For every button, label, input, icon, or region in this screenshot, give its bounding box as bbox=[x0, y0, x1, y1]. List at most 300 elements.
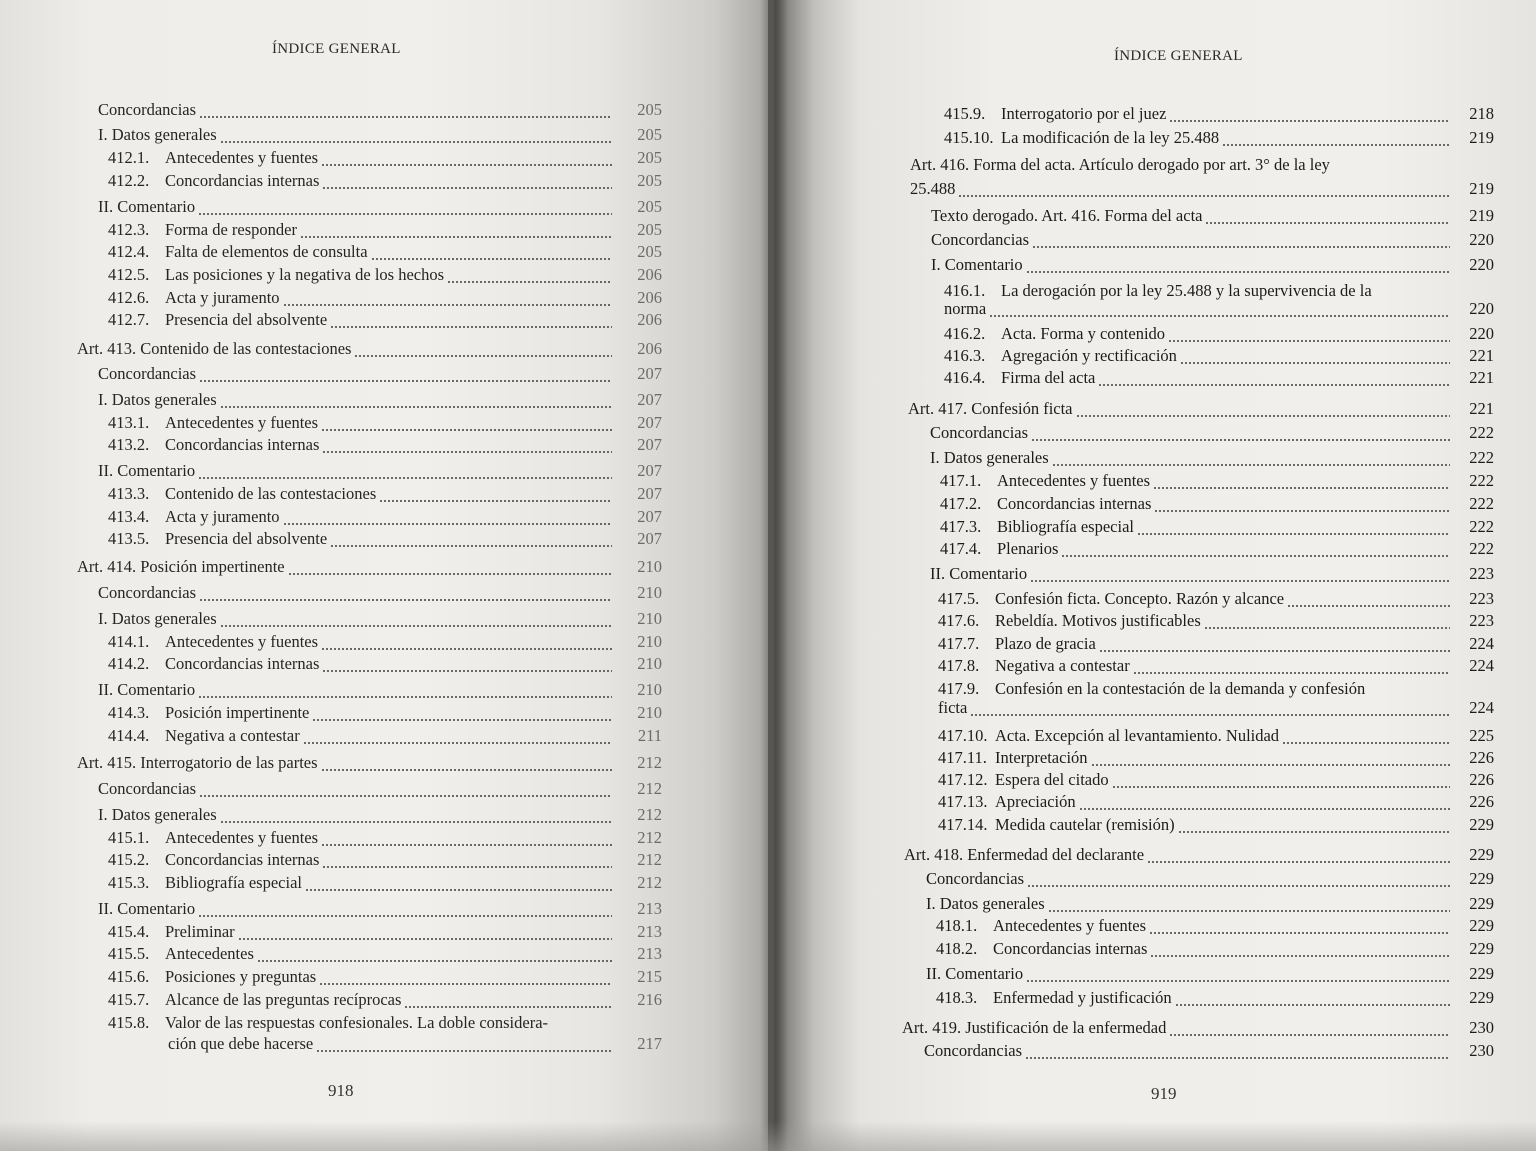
toc-entry-page: 229 bbox=[1469, 964, 1494, 983]
toc-entry bbox=[940, 517, 1494, 539]
toc-entry-number: 417.10. bbox=[938, 726, 988, 745]
toc-entry-title: Confesión ficta. Concepto. Razón y alcance bbox=[995, 589, 1285, 608]
toc-entry-page: 215 bbox=[637, 967, 662, 986]
toc-entry-title: I. Datos generales bbox=[930, 448, 1049, 467]
toc-entry bbox=[108, 873, 662, 895]
toc-entry-page: 229 bbox=[1469, 869, 1494, 888]
leader-dots bbox=[1030, 580, 1450, 582]
leader-dots bbox=[1180, 362, 1450, 364]
toc-entry-number: 417.12. bbox=[938, 770, 988, 789]
toc-entry-page: 210 bbox=[637, 632, 662, 651]
toc-entry-title: Art. 414. Posición impertinente bbox=[77, 557, 285, 576]
leader-dots bbox=[288, 573, 612, 575]
toc-entry-title: Antecedentes y fuentes bbox=[997, 471, 1151, 490]
toc-entry-page: 210 bbox=[637, 654, 662, 673]
toc-entry bbox=[926, 869, 1494, 891]
leader-dots bbox=[371, 258, 612, 260]
toc-entry-page: 213 bbox=[637, 944, 662, 963]
toc-entry-number: 417.3. bbox=[940, 517, 982, 536]
toc-entry-title: Negativa a contestar bbox=[995, 656, 1130, 675]
toc-entry-title: Art. 418. Enfermedad del declarante bbox=[904, 845, 1145, 864]
toc-entry-title: Concordancias internas bbox=[165, 654, 320, 673]
leader-dots bbox=[198, 696, 612, 698]
toc-entry-number: 413.2. bbox=[108, 435, 150, 454]
toc-entry bbox=[108, 850, 662, 872]
toc-entry bbox=[108, 703, 662, 725]
leader-dots bbox=[220, 141, 612, 143]
right-running-head: ÍNDICE GENERAL bbox=[1114, 48, 1243, 64]
toc-entry-number: 415.4. bbox=[108, 922, 150, 941]
toc-entry-title: Posiciones y preguntas bbox=[165, 967, 317, 986]
leader-dots bbox=[1112, 786, 1450, 788]
toc-entry-title: Antecedentes y fuentes bbox=[993, 916, 1147, 935]
toc-entry-title: norma bbox=[944, 299, 987, 318]
leader-dots bbox=[1052, 464, 1450, 466]
toc-entry-title: Antecedentes y fuentes bbox=[165, 148, 319, 167]
toc-entry bbox=[108, 507, 662, 529]
toc-entry bbox=[938, 656, 1494, 678]
toc-entry-number: 417.8. bbox=[938, 656, 980, 675]
toc-entry bbox=[108, 220, 662, 242]
leader-dots bbox=[316, 1050, 612, 1052]
toc-entry-page: 229 bbox=[1469, 894, 1494, 913]
toc-entry-page: 210 bbox=[637, 609, 662, 628]
toc-entry-title: Rebeldía. Motivos justificables bbox=[995, 611, 1201, 630]
leader-dots bbox=[322, 187, 612, 189]
toc-entry-title: Acta. Forma y contenido bbox=[1001, 324, 1166, 343]
toc-entry bbox=[108, 242, 662, 264]
leader-dots bbox=[1222, 144, 1450, 146]
toc-entry-title: Antecedentes y fuentes bbox=[165, 828, 319, 847]
leader-dots bbox=[330, 326, 612, 328]
toc-entry-title: Concordancias bbox=[926, 869, 1025, 888]
leader-dots bbox=[198, 213, 612, 215]
toc-entry-page: 223 bbox=[1469, 564, 1494, 583]
toc-entry bbox=[108, 435, 662, 457]
toc-entry bbox=[938, 748, 1494, 770]
toc-entry-page: 207 bbox=[637, 484, 662, 503]
leader-dots bbox=[322, 866, 612, 868]
toc-entry-page: 229 bbox=[1469, 988, 1494, 1007]
toc-entry-title: Negativa a contestar bbox=[165, 726, 300, 745]
toc-entry bbox=[910, 179, 1494, 201]
toc-entry-number: 417.7. bbox=[938, 634, 980, 653]
toc-entry-title: Presencia del absolvente bbox=[165, 529, 328, 548]
toc-entry-title: I. Datos generales bbox=[98, 390, 217, 409]
leader-dots bbox=[1147, 861, 1450, 863]
toc-entry-page: 219 bbox=[1469, 206, 1494, 225]
toc-entry-title: Concordancias internas bbox=[993, 939, 1148, 958]
toc-entry-page: 222 bbox=[1469, 494, 1494, 513]
leader-dots bbox=[321, 164, 612, 166]
leader-dots bbox=[330, 545, 612, 547]
toc-entry-page: 221 bbox=[1469, 399, 1494, 418]
toc-entry-title: 25.488 bbox=[910, 179, 956, 198]
toc-entry-title: Acta y juramento bbox=[165, 288, 280, 307]
toc-entry-number: 412.3. bbox=[108, 220, 150, 239]
leader-dots bbox=[1168, 340, 1450, 342]
leader-dots bbox=[1026, 980, 1450, 982]
toc-entry-number: 413.1. bbox=[108, 413, 150, 432]
toc-entry-title: ción que debe hacerse bbox=[168, 1034, 314, 1053]
toc-entry-page: 224 bbox=[1469, 656, 1494, 675]
toc-entry-number: 418.2. bbox=[936, 939, 978, 958]
toc-entry-page: 207 bbox=[637, 435, 662, 454]
leader-dots bbox=[1149, 932, 1450, 934]
toc-entry-title: La derogación por la ley 25.488 y la supervivencia de la bbox=[1001, 281, 1372, 300]
toc-entry-title: Medida cautelar (remisión) bbox=[995, 815, 1175, 834]
toc-entry-page: 229 bbox=[1469, 845, 1494, 864]
toc-entry-title: Alcance de las preguntas recíprocas bbox=[165, 990, 402, 1009]
toc-entry bbox=[108, 726, 662, 748]
toc-entry-page: 206 bbox=[637, 310, 662, 329]
toc-entry bbox=[931, 255, 1494, 277]
toc-entry-title: Art. 415. Interrogatorio de las partes bbox=[77, 753, 318, 772]
leader-dots bbox=[379, 500, 612, 502]
toc-entry-title: Art. 413. Contenido de las contestaciones bbox=[77, 339, 352, 358]
toc-entry-page: 205 bbox=[637, 148, 662, 167]
toc-entry-title: Las posiciones y la negativa de los hechos bbox=[165, 265, 445, 284]
toc-entry bbox=[936, 916, 1494, 938]
toc-entry-page: 229 bbox=[1469, 939, 1494, 958]
toc-entry-page: 211 bbox=[637, 726, 662, 745]
toc-entry-page: 222 bbox=[1469, 423, 1494, 442]
toc-entry bbox=[98, 899, 662, 921]
toc-entry-page: 205 bbox=[637, 242, 662, 261]
toc-entry-title: II. Comentario bbox=[98, 899, 196, 918]
toc-entry bbox=[930, 564, 1494, 586]
toc-entry-number: 417.4. bbox=[940, 539, 982, 558]
toc-entry-title: Antecedentes y fuentes bbox=[165, 632, 319, 651]
book-gutter bbox=[760, 0, 788, 1151]
toc-entry-page: 212 bbox=[637, 850, 662, 869]
leader-dots bbox=[354, 355, 612, 357]
leader-dots bbox=[1079, 808, 1450, 810]
toc-entry bbox=[936, 988, 1494, 1010]
toc-entry-title: Agregación y rectificación bbox=[1001, 346, 1177, 365]
toc-entry bbox=[108, 944, 662, 966]
leader-dots bbox=[199, 599, 612, 601]
toc-entry-number: 415.7. bbox=[108, 990, 150, 1009]
toc-entry-number: 417.2. bbox=[940, 494, 982, 513]
leader-dots bbox=[220, 625, 612, 627]
leader-dots bbox=[1282, 742, 1450, 744]
toc-entry-page: 220 bbox=[1469, 299, 1494, 318]
leader-dots bbox=[404, 1006, 612, 1008]
toc-entry-title: Concordancias internas bbox=[165, 850, 320, 869]
toc-entry-number: 412.6. bbox=[108, 288, 150, 307]
toc-entry-page: 220 bbox=[1469, 324, 1494, 343]
toc-entry-number: 413.3. bbox=[108, 484, 150, 503]
toc-entry bbox=[944, 104, 1494, 126]
leader-dots bbox=[199, 116, 612, 118]
toc-entry-title: Contenido de las contestaciones bbox=[165, 484, 377, 503]
leader-dots bbox=[1169, 120, 1450, 122]
toc-entry-title: Texto derogado. Art. 416. Forma del acta bbox=[931, 206, 1203, 225]
toc-entry bbox=[168, 1034, 662, 1056]
toc-entry bbox=[910, 155, 1494, 177]
leader-dots bbox=[321, 844, 612, 846]
toc-entry-number: 415.3. bbox=[108, 873, 150, 892]
leader-dots bbox=[319, 983, 612, 985]
toc-entry-title: II. Comentario bbox=[98, 461, 196, 480]
leader-dots bbox=[1061, 555, 1450, 557]
toc-entry-page: 217 bbox=[637, 1034, 662, 1053]
leader-dots bbox=[220, 821, 612, 823]
toc-entry bbox=[98, 461, 662, 483]
toc-entry-title: Concordancias bbox=[930, 423, 1029, 442]
toc-entry-number: 414.2. bbox=[108, 654, 150, 673]
toc-entry-title: I. Comentario bbox=[931, 255, 1023, 274]
toc-entry-title: Art. 419. Justificación de la enfermedad bbox=[902, 1018, 1167, 1037]
toc-entry bbox=[938, 815, 1494, 837]
toc-entry-number: 412.4. bbox=[108, 242, 150, 261]
toc-entry-number: 417.13. bbox=[938, 792, 988, 811]
toc-entry bbox=[108, 922, 662, 944]
leader-dots bbox=[220, 406, 612, 408]
toc-entry-number: 412.1. bbox=[108, 148, 150, 167]
leader-dots bbox=[1099, 650, 1450, 652]
toc-entry bbox=[108, 265, 662, 287]
toc-entry-page: 222 bbox=[1469, 517, 1494, 536]
leader-dots bbox=[1154, 510, 1450, 512]
toc-entry bbox=[944, 324, 1494, 346]
toc-entry-number: 415.5. bbox=[108, 944, 150, 963]
leader-dots bbox=[257, 960, 612, 962]
leader-dots bbox=[199, 380, 612, 382]
toc-entry-number: 416.1. bbox=[944, 281, 986, 300]
toc-entry-page: 224 bbox=[1469, 698, 1494, 717]
toc-entry-page: 210 bbox=[637, 557, 662, 576]
leader-dots bbox=[1076, 415, 1450, 417]
toc-entry bbox=[944, 346, 1494, 368]
toc-entry bbox=[108, 990, 662, 1012]
toc-entry-title: II. Comentario bbox=[926, 964, 1024, 983]
toc-entry bbox=[938, 611, 1494, 633]
leader-dots bbox=[1026, 271, 1450, 273]
toc-entry-page: 212 bbox=[637, 805, 662, 824]
leader-dots bbox=[1137, 533, 1450, 535]
toc-entry-title: Concordancias bbox=[98, 100, 197, 119]
toc-entry-title: Enfermedad y justificación bbox=[993, 988, 1172, 1007]
leader-dots bbox=[1175, 1004, 1450, 1006]
toc-entry bbox=[77, 557, 662, 579]
toc-entry bbox=[908, 399, 1494, 421]
toc-entry-title: Forma de responder bbox=[165, 220, 297, 239]
toc-entry bbox=[98, 197, 662, 219]
leader-dots bbox=[321, 429, 612, 431]
toc-entry-page: 229 bbox=[1469, 815, 1494, 834]
toc-entry-page: 207 bbox=[637, 413, 662, 432]
toc-entry-title: II. Comentario bbox=[98, 197, 196, 216]
toc-entry-page: 205 bbox=[637, 171, 662, 190]
toc-entry-title: Interrogatorio por el juez bbox=[1001, 104, 1167, 123]
leader-dots bbox=[283, 304, 612, 306]
toc-entry bbox=[944, 299, 1494, 321]
leader-dots bbox=[1150, 955, 1450, 957]
toc-entry bbox=[108, 484, 662, 506]
toc-entry-page: 207 bbox=[637, 461, 662, 480]
toc-entry-title: Posición impertinente bbox=[165, 703, 310, 722]
toc-entry-title: Acta. Excepción al levantamiento. Nulidad bbox=[995, 726, 1280, 745]
leader-dots bbox=[198, 477, 612, 479]
toc-entry bbox=[931, 206, 1494, 228]
toc-entry-title: I. Datos generales bbox=[98, 609, 217, 628]
toc-entry-number: 413.5. bbox=[108, 529, 150, 548]
toc-entry bbox=[108, 654, 662, 676]
toc-entry-title: Acta y juramento bbox=[165, 507, 280, 526]
toc-entry bbox=[98, 583, 662, 605]
toc-entry-page: 224 bbox=[1469, 634, 1494, 653]
toc-entry-number: 415.1. bbox=[108, 828, 150, 847]
toc-entry-title: ficta bbox=[938, 698, 968, 717]
toc-entry-title: Firma del acta bbox=[1001, 368, 1096, 387]
toc-entry bbox=[938, 589, 1494, 611]
leader-dots bbox=[1205, 222, 1450, 224]
toc-entry bbox=[938, 634, 1494, 656]
toc-entry bbox=[938, 792, 1494, 814]
toc-entry-title: I. Datos generales bbox=[926, 894, 1045, 913]
toc-entry-title: Apreciación bbox=[995, 792, 1076, 811]
toc-entry-number: 416.3. bbox=[944, 346, 986, 365]
toc-entry bbox=[108, 529, 662, 551]
toc-entry bbox=[930, 448, 1494, 470]
toc-entry-page: 212 bbox=[637, 873, 662, 892]
toc-entry-title: Antecedentes y fuentes bbox=[165, 413, 319, 432]
toc-entry-number: 414.4. bbox=[108, 726, 150, 745]
toc-entry bbox=[108, 632, 662, 654]
toc-entry bbox=[926, 894, 1494, 916]
toc-entry-number: 412.5. bbox=[108, 265, 150, 284]
toc-entry-page: 226 bbox=[1469, 792, 1494, 811]
toc-entry-number: 416.2. bbox=[944, 324, 986, 343]
toc-entry bbox=[938, 770, 1494, 792]
toc-entry-page: 229 bbox=[1469, 916, 1494, 935]
right-page-number: 919 bbox=[1151, 1084, 1177, 1103]
toc-entry-title: Confesión en la contestación de la demanda y confesión bbox=[995, 679, 1366, 698]
toc-entry bbox=[98, 364, 662, 386]
toc-entry-page: 225 bbox=[1469, 726, 1494, 745]
toc-entry-page: 212 bbox=[637, 828, 662, 847]
toc-entry-page: 220 bbox=[1469, 230, 1494, 249]
toc-entry bbox=[944, 368, 1494, 390]
toc-entry-page: 223 bbox=[1469, 611, 1494, 630]
toc-entry-number: 415.6. bbox=[108, 967, 150, 986]
leader-dots bbox=[1178, 831, 1450, 833]
toc-entry-title: Espera del citado bbox=[995, 770, 1109, 789]
toc-entry-number: 415.10. bbox=[944, 128, 994, 147]
toc-entry bbox=[926, 964, 1494, 986]
toc-entry-title: Interpretación bbox=[995, 748, 1088, 767]
leader-dots bbox=[970, 714, 1450, 716]
toc-entry-number: 417.9. bbox=[938, 679, 980, 698]
toc-entry-page: 221 bbox=[1469, 346, 1494, 365]
toc-entry bbox=[944, 128, 1494, 150]
toc-entry-number: 415.8. bbox=[108, 1013, 150, 1032]
toc-entry bbox=[108, 148, 662, 170]
toc-entry bbox=[108, 1013, 662, 1035]
toc-entry-page: 219 bbox=[1469, 128, 1494, 147]
leader-dots bbox=[303, 742, 612, 744]
toc-entry-page: 230 bbox=[1469, 1041, 1494, 1060]
toc-entry-page: 212 bbox=[637, 779, 662, 798]
toc-entry-page: 213 bbox=[637, 899, 662, 918]
right-page bbox=[768, 0, 1536, 1151]
toc-entry-page: 230 bbox=[1469, 1018, 1494, 1037]
leader-dots bbox=[198, 915, 612, 917]
toc-entry-page: 210 bbox=[637, 680, 662, 699]
toc-entry-title: Concordancias internas bbox=[165, 435, 320, 454]
leader-dots bbox=[1032, 246, 1450, 248]
toc-entry bbox=[940, 494, 1494, 516]
toc-entry-page: 222 bbox=[1469, 471, 1494, 490]
toc-entry-title: I. Datos generales bbox=[98, 805, 217, 824]
leader-dots bbox=[322, 451, 612, 453]
toc-entry-page: 226 bbox=[1469, 748, 1494, 767]
toc-entry bbox=[98, 100, 662, 122]
toc-entry-page: 226 bbox=[1469, 770, 1494, 789]
toc-entry-page: 206 bbox=[637, 339, 662, 358]
toc-entry-number: 417.5. bbox=[938, 589, 980, 608]
leader-dots bbox=[321, 648, 612, 650]
toc-entry-page: 223 bbox=[1469, 589, 1494, 608]
toc-entry-page: 219 bbox=[1469, 179, 1494, 198]
toc-entry-page: 210 bbox=[637, 583, 662, 602]
leader-dots bbox=[1153, 487, 1450, 489]
toc-entry-page: 221 bbox=[1469, 368, 1494, 387]
toc-entry-page: 205 bbox=[637, 100, 662, 119]
leader-dots bbox=[322, 670, 612, 672]
toc-entry-title: Art. 416. Forma del acta. Artículo derogado por art. 3° de la ley bbox=[910, 155, 1330, 174]
toc-entry bbox=[940, 539, 1494, 561]
left-running-head: ÍNDICE GENERAL bbox=[272, 41, 401, 57]
toc-entry-page: 222 bbox=[1469, 448, 1494, 467]
toc-entry-number: 414.3. bbox=[108, 703, 150, 722]
toc-entry-title: Plazo de gracia bbox=[995, 634, 1096, 653]
toc-entry-page: 207 bbox=[637, 390, 662, 409]
toc-entry-page: 207 bbox=[637, 529, 662, 548]
toc-entry-number: 415.2. bbox=[108, 850, 150, 869]
toc-entry-title: Bibliografía especial bbox=[997, 517, 1134, 536]
toc-entry-title: Concordancias bbox=[98, 779, 197, 798]
toc-entry bbox=[936, 939, 1494, 961]
toc-entry-title: Art. 417. Confesión ficta bbox=[908, 399, 1073, 418]
toc-entry bbox=[902, 1018, 1494, 1040]
toc-entry bbox=[77, 339, 662, 361]
toc-entry bbox=[930, 423, 1494, 445]
toc-entry-title: La modificación de la ley 25.488 bbox=[1001, 128, 1220, 147]
toc-entry-number: 417.6. bbox=[938, 611, 980, 630]
leader-dots bbox=[1025, 1057, 1450, 1059]
toc-entry-title: Presencia del absolvente bbox=[165, 310, 328, 329]
leader-dots bbox=[238, 938, 612, 940]
leader-dots bbox=[1204, 627, 1450, 629]
toc-entry-title: Concordancias internas bbox=[165, 171, 320, 190]
toc-entry bbox=[98, 680, 662, 702]
page-edge-shadow bbox=[0, 1121, 1536, 1151]
toc-entry-title: Plenarios bbox=[997, 539, 1059, 558]
toc-entry bbox=[924, 1041, 1494, 1063]
toc-entry-page: 220 bbox=[1469, 255, 1494, 274]
toc-entry-page: 205 bbox=[637, 220, 662, 239]
leader-dots bbox=[1091, 764, 1450, 766]
toc-entry-title: Concordancias bbox=[931, 230, 1030, 249]
toc-entry-title: Bibliografía especial bbox=[165, 873, 302, 892]
toc-entry-title: Concordancias bbox=[924, 1041, 1023, 1060]
toc-entry bbox=[904, 845, 1494, 867]
toc-entry-page: 206 bbox=[637, 265, 662, 284]
leader-dots bbox=[321, 769, 612, 771]
